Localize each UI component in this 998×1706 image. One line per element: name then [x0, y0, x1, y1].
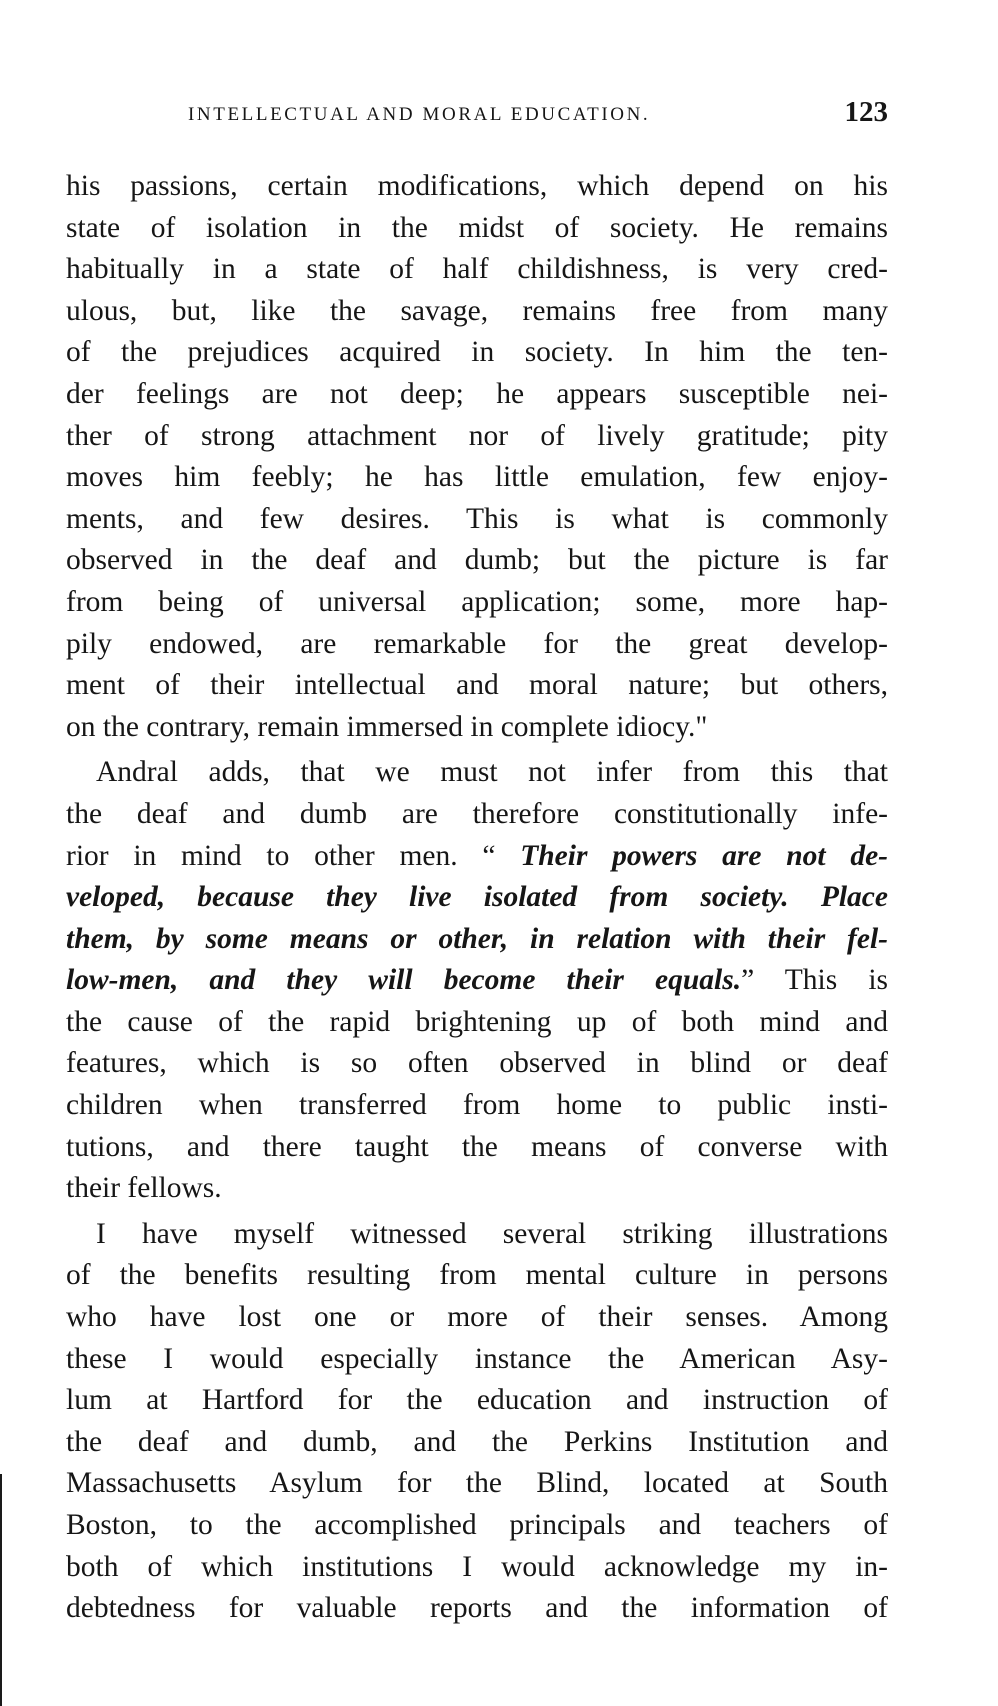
text-line — [66, 919, 888, 961]
paragraph-1 — [66, 166, 888, 748]
text-line: both of which institutions I would acknowledge my in- — [66, 1550, 888, 1583]
text-line: observed in the deaf and dumb; but the picture is far — [66, 544, 888, 577]
text-line: state of isolation in the midst of society. He remains — [66, 211, 888, 244]
scan-margin-rule — [0, 1474, 2, 1706]
running-title: INTELLECTUAL AND MORAL EDUCATION. — [188, 104, 651, 125]
text-line: their fellows. — [66, 1172, 222, 1205]
text-line: debtedness for valuable reports and the information of — [66, 1592, 888, 1625]
text-line — [66, 960, 888, 1002]
text-run: ” This is — [741, 964, 888, 997]
text-line: I have myself witnessed several striking illustrations — [96, 1217, 888, 1250]
text-line: moves him feebly; he has little emulation, few enjoy- — [66, 461, 888, 494]
text-run: rior in mind to other men. “ — [66, 839, 521, 872]
text-line: the deaf and dumb are therefore constitutionally infe- — [66, 797, 888, 830]
text-line: the cause of the rapid brightening up of both mind and — [66, 1005, 888, 1038]
quotation-italic: Their powers are not de- — [520, 839, 888, 872]
text-line: of the prejudices acquired in society. In him the ten- — [66, 336, 888, 369]
body-text — [66, 166, 888, 1630]
text-line: of the benefits resulting from mental culture in persons — [66, 1259, 888, 1292]
text-line: from being of universal application; some, more hap- — [66, 585, 888, 618]
text-line: habitually in a state of half childishness, is very cred- — [66, 253, 888, 286]
text-line: Boston, to the accomplished principals and teachers of — [66, 1509, 888, 1541]
text-line: who have lost one or more of their senses. Among — [66, 1301, 888, 1334]
text-line: Massachusetts Asylum for the Blind, located at South — [66, 1467, 888, 1500]
text-line: features, which is so often observed in blind or deaf — [66, 1047, 888, 1080]
text-line: the deaf and dumb, and the Perkins Institution and — [66, 1425, 888, 1458]
text-line: these I would especially instance the American Asy- — [66, 1342, 888, 1375]
text-line: ments, and few desires. This is what is commonly — [66, 502, 888, 535]
text-line: pily endowed, are remarkable for the great develop- — [66, 627, 888, 660]
page-number: 123 — [844, 96, 888, 128]
text-line: children when transferred from home to public insti- — [66, 1089, 888, 1122]
quotation-italic: them, by some means or other, in relation with their fel- — [66, 922, 888, 955]
text-line: der feelings are not deep; he appears susceptible nei- — [66, 377, 888, 410]
text-line: ulous, but, like the savage, remains free from many — [66, 294, 888, 327]
text-line: tutions, and there taught the means of converse with — [66, 1130, 888, 1163]
quotation-italic: low-men, and they will become their equals. — [66, 964, 742, 997]
text-line: Andral adds, that we must not infer from this that — [96, 756, 888, 789]
quotation-italic: veloped, because they live isolated from society. Place — [66, 881, 888, 914]
text-line: on the contrary, remain immersed in complete idiocy." — [66, 710, 708, 743]
paragraph-3 — [66, 1214, 888, 1630]
text-line — [66, 877, 888, 919]
text-line: ther of strong attachment nor of lively gratitude; pity — [66, 419, 888, 452]
text-line: ment of their intellectual and moral nature; but others, — [66, 669, 888, 702]
text-line: his passions, certain modifications, which depend on his — [66, 170, 888, 202]
text-line — [66, 836, 888, 878]
text-line: lum at Hartford for the education and instruction of — [66, 1384, 888, 1417]
paragraph-2 — [66, 752, 888, 1210]
running-head — [66, 96, 888, 136]
